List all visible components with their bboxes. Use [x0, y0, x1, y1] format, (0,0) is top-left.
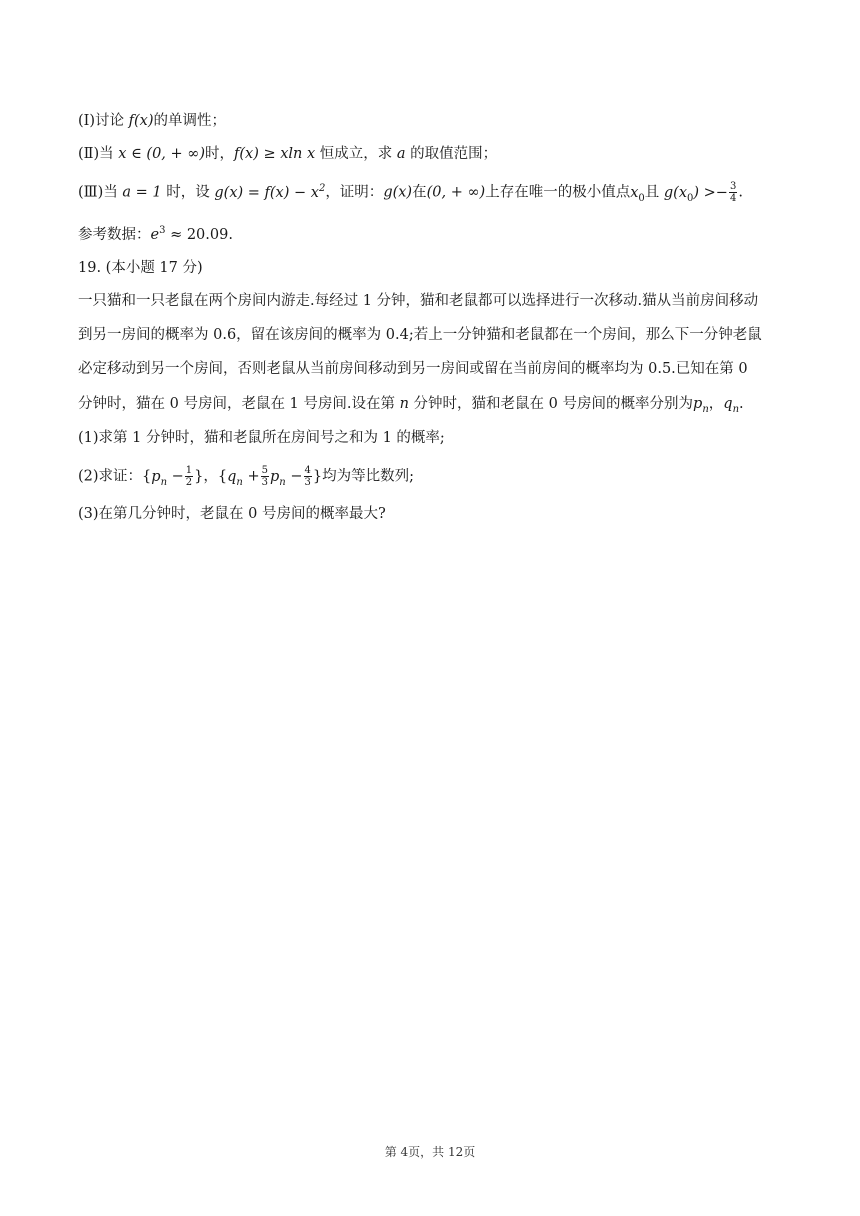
text: x — [630, 184, 639, 201]
text: ) >− — [693, 184, 728, 201]
superscript: 3 — [159, 225, 166, 237]
text: 参考数据： — [78, 227, 151, 243]
q18-part2 — [78, 143, 782, 165]
q18-reference-data — [78, 224, 782, 246]
subscript: 0 — [687, 192, 694, 204]
math-approx: ≈ 20.09 — [165, 227, 229, 243]
denominator: 4 — [729, 193, 737, 204]
subscript: n — [732, 403, 740, 415]
subscript: n — [236, 476, 243, 488]
text: 当 — [103, 184, 123, 201]
text: }均为等比数列; — [312, 468, 415, 485]
text: 的单调性； — [153, 113, 227, 129]
math-pn — [270, 468, 286, 488]
math-gx0 — [663, 184, 728, 204]
q19-subquestion-3: (3)在第几分钟时，老鼠在 0 号房间的概率最大? — [78, 506, 386, 522]
text: q — [227, 468, 237, 485]
text: }，{ — [194, 468, 228, 485]
math-pn — [693, 396, 709, 415]
text: 分钟时，猫在 0 号房间，老鼠在 1 号房间.设在第 — [78, 396, 400, 412]
text: ， — [708, 396, 724, 412]
text: p — [270, 468, 280, 485]
text: 上存在唯一的极小值点 — [485, 184, 631, 201]
text: 时，设 — [161, 184, 215, 201]
math-gdef — [214, 182, 326, 201]
text: 恒成立，求 — [315, 146, 397, 162]
q19-paragraph-line: 一只猫和一只老鼠在两个房间内游走.每经过 1 分钟，猫和老鼠都可以选择进行一次移动.猫从当前房间移动 — [78, 293, 759, 309]
denominator: 2 — [185, 477, 193, 488]
q19-subquestion-2 — [78, 465, 782, 488]
q19-paragraph-line: 必定移动到另一个房间，否则老鼠从当前房间移动到另一房间或留在当前房间的概率均为 0.5.已知在第 0 — [78, 361, 748, 377]
math-pn — [151, 468, 168, 488]
numerator: 4 — [304, 465, 311, 476]
text: q — [723, 396, 733, 412]
math-e: e — [150, 227, 160, 243]
text: 在 — [412, 184, 427, 201]
text: (2)求证：{ — [78, 468, 152, 485]
fraction-5-3 — [261, 465, 269, 488]
math-condition: x ∈ (0, + ∞) — [118, 146, 206, 162]
text: 且 — [644, 184, 664, 201]
q18-part1 — [78, 110, 782, 132]
subscript: 0 — [638, 192, 645, 204]
part-label: (Ⅱ) — [78, 146, 100, 162]
part-label: (Ⅰ) — [78, 113, 96, 129]
math-n: n — [399, 396, 409, 412]
part-label: (Ⅲ) — [78, 184, 104, 201]
math-gx: g(x) — [383, 184, 413, 201]
q19-paragraph-line — [78, 393, 782, 415]
numerator: 5 — [261, 465, 268, 476]
math-a: a — [396, 146, 406, 162]
text: ，证明： — [325, 184, 384, 201]
subscript: n — [702, 403, 709, 415]
math-operator: + — [242, 468, 260, 485]
text: 当 — [99, 146, 119, 162]
text: g(x — [663, 184, 687, 201]
text: p — [151, 468, 161, 485]
numerator: 3 — [729, 181, 737, 192]
text: . — [228, 227, 233, 243]
denominator: 3 — [304, 477, 311, 488]
text: 时， — [205, 146, 235, 162]
text: p — [693, 396, 703, 412]
text: . — [739, 396, 744, 412]
fraction-1-2 — [185, 465, 193, 488]
math-qn — [723, 396, 740, 415]
q19-paragraph-line: 到另一房间的概率为 0.6，留在该房间的概率为 0.4;若上一分钟猫和老鼠都在一个房间，那么下一分钟老鼠 — [78, 327, 762, 343]
superscript: 2 — [318, 182, 326, 194]
math-fx: f(x) — [128, 113, 154, 129]
math-inequality: f(x) ≥ xln x — [234, 146, 316, 162]
math-operator: − — [167, 468, 184, 485]
denominator: 3 — [261, 477, 268, 488]
text: g(x) = f(x) − x — [214, 184, 319, 201]
q18-part3 — [78, 181, 782, 204]
q19-subquestion-1: (1)求第 1 分钟时，猫和老鼠所在房间号之和为 1 的概率; — [78, 430, 445, 446]
math-operator: − — [285, 468, 303, 485]
text: . — [738, 184, 743, 201]
subscript: n — [279, 476, 286, 488]
q19-header: 19. (本小题 17 分) — [78, 260, 203, 276]
math-x0 — [630, 184, 645, 204]
page-footer: 第 4页，共 12页 — [384, 1145, 476, 1159]
fraction-4-3 — [304, 465, 312, 488]
numerator: 1 — [185, 465, 193, 476]
math-interval: (0, + ∞) — [426, 184, 486, 201]
fraction-3-4 — [729, 181, 737, 204]
math-condition: a = 1 — [122, 184, 162, 201]
text: 讨论 — [95, 113, 129, 129]
text: 的取值范围； — [405, 146, 498, 162]
math-qn — [227, 468, 243, 488]
subscript: n — [160, 476, 168, 488]
text: 分钟时，猫和老鼠在 0 号房间的概率分别为 — [408, 396, 694, 412]
